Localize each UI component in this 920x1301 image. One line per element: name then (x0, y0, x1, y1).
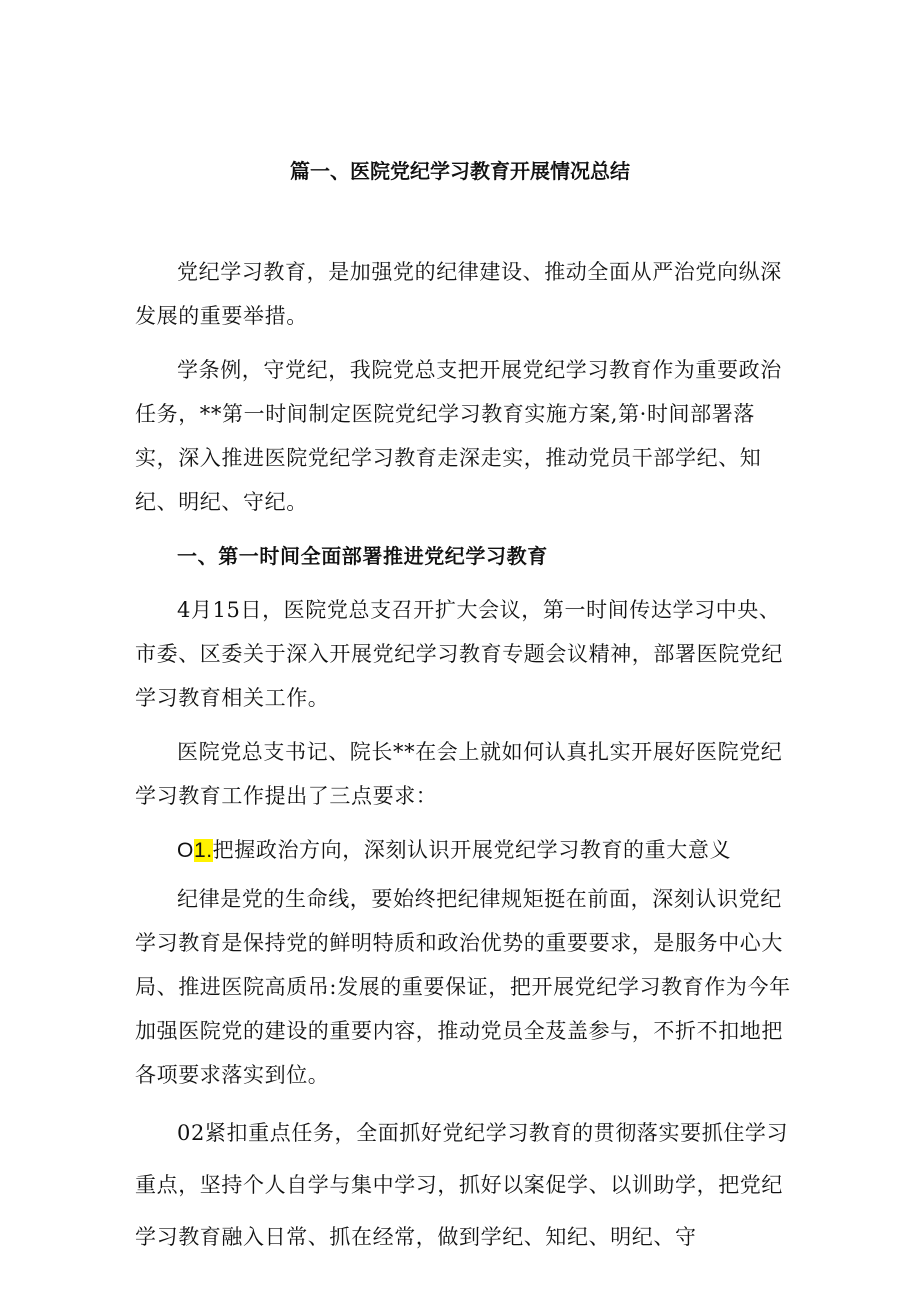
paragraph-meeting: 4月15日，医院党总支召开扩大会议，第一时间传达学习中央、市委、区委关于深入开展党纪学习教育专题会议精神，部署医院党纪学习教育相关工作。 (135, 598, 783, 710)
paragraph-discipline: 纪律是党的生命线，要始终把纪律规矩挺在前面，深刻认识党纪学习教育是保持党的鲜明特质和政治优势的重要要求，是服务中心大局、推进医院高质吊:发展的重要保证，把开展党纪学习教育作为今年加强医院党的建设的重要内容，推动党员全芨盖参与，不折不扣地把各项要求落实到位。 (135, 887, 791, 1087)
point-1-heading (135, 828, 795, 873)
paragraph-requirements: 医院党总支书记、院长**在会上就如何认真扎实开展好医院党纪学习教育工作提出了三点要求： (135, 740, 783, 808)
point-1-marker-highlight: 1. (193, 839, 213, 862)
document-body (135, 250, 795, 1273)
document-title: 篇一、医院党纪学习教育开展情况总结 (290, 159, 630, 183)
paragraph-intro: 党纪学习教育，是加强党的纪律建设、推动全面从严治党向纵深发展的重要举措。 (135, 260, 782, 328)
point-1-text: 把握政治方向，深刻认识开展党纪学习教育的重大意义 (212, 838, 732, 862)
point-1-prefix: O (177, 839, 194, 862)
paragraph-point-2: 02紧扣重点任务，全面抓好党纪学习教育的贯彻落实要抓住学习重点，坚持个人自学与集中学习，抓好以案促学、以训助学，把党纪学习教育融入日常、抓在经常，做到学纪、知纪、明纪、守 (135, 1121, 789, 1249)
paragraph-regulations: 学条例，守党纪，我院党总支把开展党纪学习教育作为重要政治任务，**第一时间制定医院党纪学习教育实施方案,第·时间部署落实，深入推进医院党纪学习教育走深走实，推动党员干部学纪、知纪、明纪、守纪。 (135, 358, 782, 514)
section-heading-1: 一、第一时间全面部署推进党纪学习教育 (177, 544, 548, 568)
